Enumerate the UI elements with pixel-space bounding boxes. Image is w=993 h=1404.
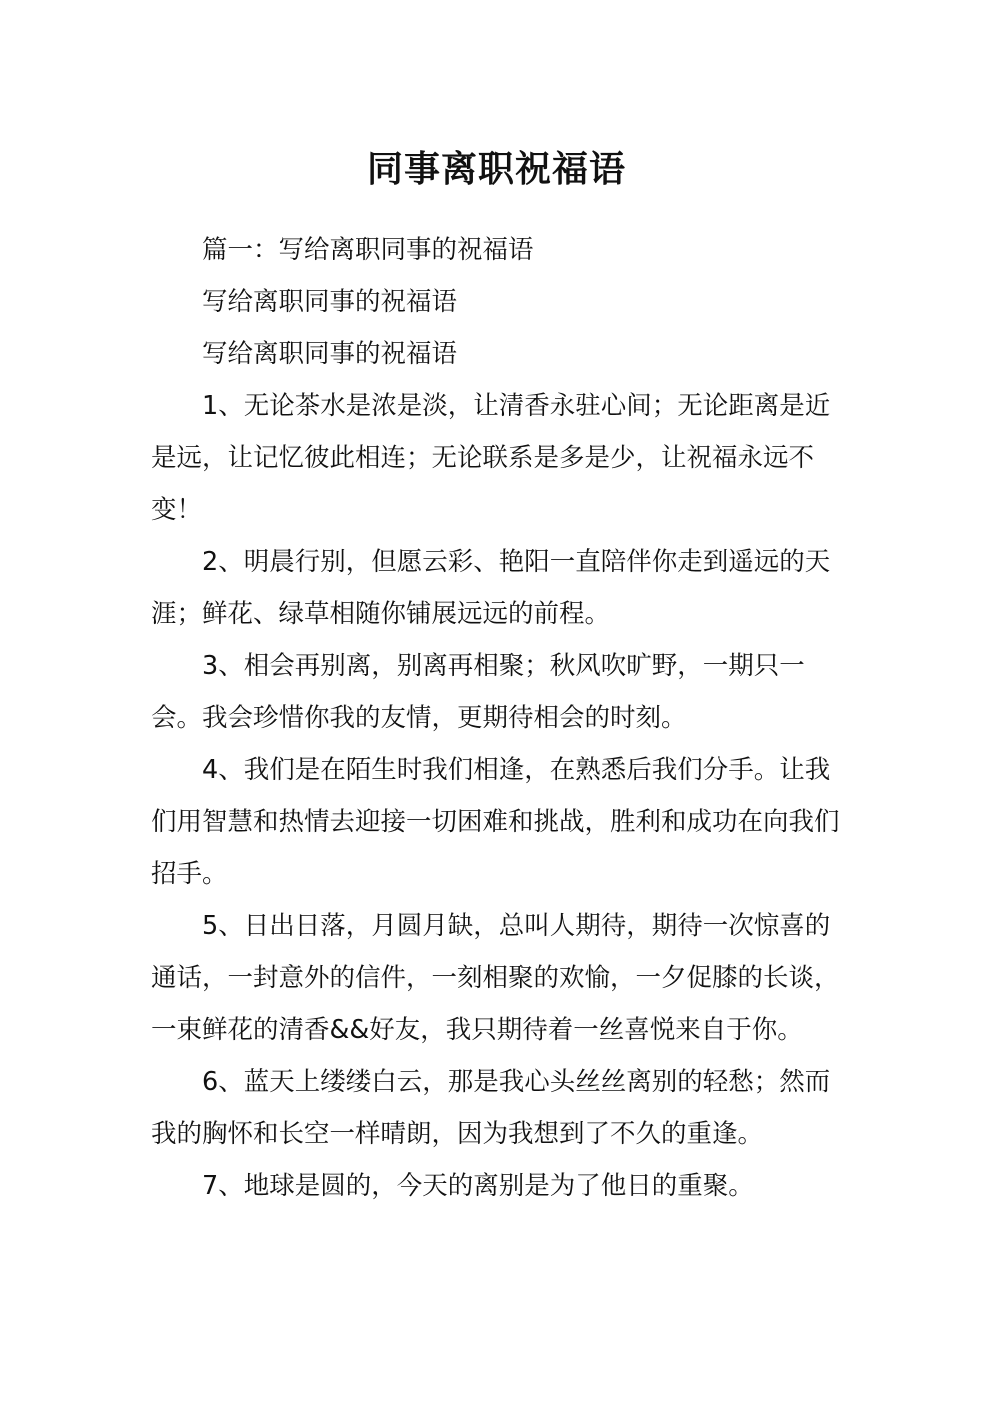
document-body <box>151 224 851 1212</box>
subheading: 写给离职同事的祝福语 <box>202 339 458 369</box>
paragraph: 2、明晨行别，但愿云彩、艳阳一直陪伴你走到遥远的天涯；鲜花、绿草相随你铺展远远的前程。 <box>151 547 831 629</box>
paragraph: 6、蓝天上缕缕白云，那是我心头丝丝离别的轻愁；然而我的胸怀和长空一样晴朗，因为我想到了不久的重逢。 <box>151 1067 831 1149</box>
subheading: 写给离职同事的祝福语 <box>202 287 458 317</box>
paragraph: 4、我们是在陌生时我们相逢，在熟悉后我们分手。让我们用智慧和热情去迎接一切困难和挑战，胜利和成功在向我们招手。 <box>151 755 840 889</box>
paragraph: 3、相会再别离，别离再相聚；秋风吹旷野，一期只一会。我会珍惜你我的友情，更期待相会的时刻。 <box>151 651 805 733</box>
section-heading: 篇一：写给离职同事的祝福语 <box>202 235 534 265</box>
paragraph: 7、地球是圆的，今天的离别是为了他日的重聚。 <box>202 1171 754 1201</box>
paragraph: 5、日出日落，月圆月缺，总叫人期待，期待一次惊喜的通话，一封意外的信件，一刻相聚的欢愉，一夕促膝的长谈，一束鲜花的清香&&好友，我只期待着一丝喜悦来自于你。 <box>151 911 840 1045</box>
paragraph: 1、无论茶水是浓是淡，让清香永驻心间；无论距离是近是远，让记忆彼此相连；无论联系是多是少，让祝福永远不变！ <box>151 391 831 525</box>
document-title: 同事离职祝福语 <box>366 149 626 191</box>
